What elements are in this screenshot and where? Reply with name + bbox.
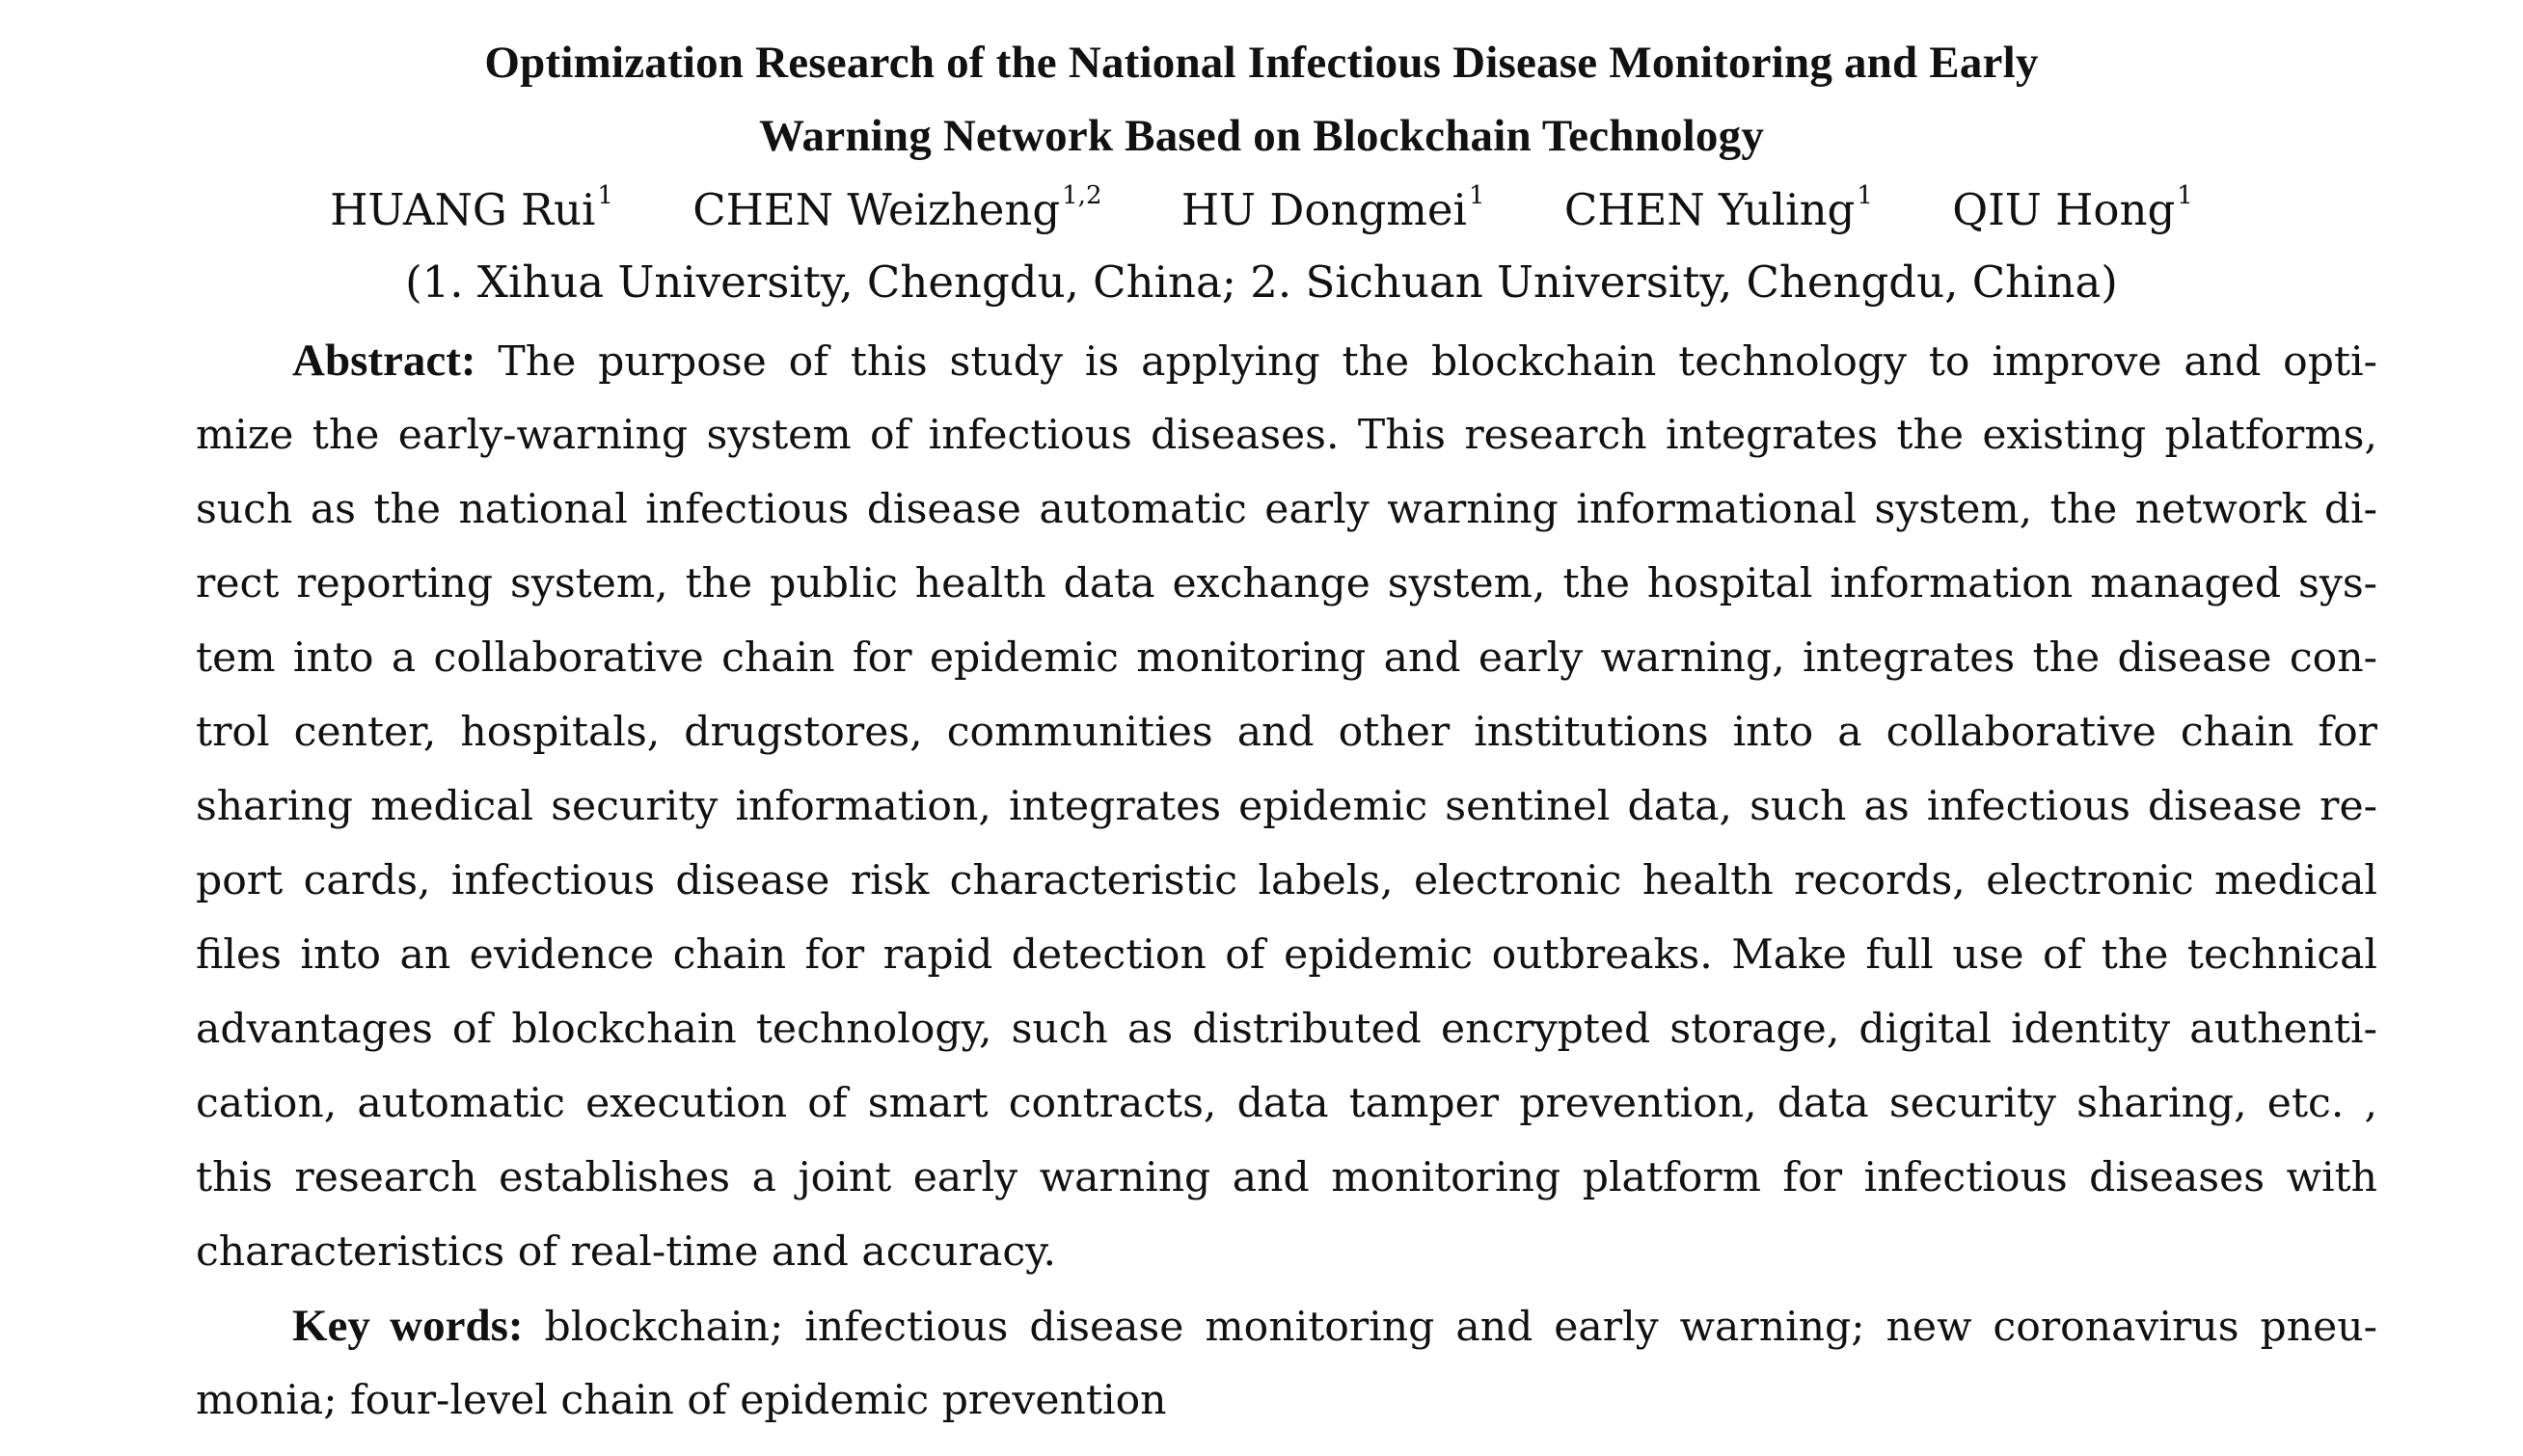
abstract-line: Abstract: The purpose of this study is applying the blockchain technology to improve and opti- bbox=[292, 336, 2377, 386]
abstract-line: trol center, hospitals, drugstores, communities and other institutions into a collaborative chain for bbox=[196, 709, 2377, 756]
author: CHEN Weizheng$^{1,2}$ bbox=[692, 181, 1102, 235]
abstract-line: mize the early-warning system of infectious diseases. This research integrates the existing platforms, bbox=[196, 412, 2377, 459]
author: HU Dongmei$^1$ bbox=[1180, 181, 1485, 235]
abstract-line: this research establishes a joint early warning and monitoring platform for infectious diseases with bbox=[196, 1154, 2377, 1201]
keywords-label: Key words: bbox=[292, 1301, 524, 1351]
abstract-line: rect reporting system, the public health data exchange system, the hospital information managed sys- bbox=[196, 560, 2377, 607]
abstract bbox=[196, 324, 2377, 1289]
abstract-line: advantages of blockchain technology, such as distributed encrypted storage, digital identity authenti- bbox=[196, 1006, 2377, 1053]
abstract-line: sharing medical security information, integrates epidemic sentinel data, such as infectious disease re- bbox=[196, 783, 2377, 830]
affiliations: (1. Xihua University, Chengdu, China; 2. Sichuan University, Chengdu, China) bbox=[405, 256, 2118, 308]
author: CHEN Yuling$^1$ bbox=[1563, 181, 1873, 235]
abstract-line: cation, automatic execution of smart contracts, data tamper prevention, data security sharing, etc. , bbox=[196, 1080, 2377, 1127]
paper-title-line-2: Warning Network Based on Blockchain Technology bbox=[758, 111, 1765, 161]
keywords bbox=[196, 1289, 2377, 1438]
abstract-line: such as the national infectious disease automatic early warning informational system, the network di- bbox=[196, 486, 2377, 533]
keywords-line: monia; four-level chain of epidemic prevention bbox=[196, 1377, 1167, 1424]
abstract-line: port cards, infectious disease risk characteristic labels, electronic health records, electronic medical bbox=[196, 857, 2377, 904]
abstract-line: files into an evidence chain for rapid detection of epidemic outbreaks. Make full use of the technical bbox=[196, 931, 2377, 979]
abstract-label: Abstract: bbox=[292, 336, 476, 386]
abstract-line: characteristics of real-time and accuracy. bbox=[196, 1228, 1057, 1276]
author-list bbox=[0, 181, 2523, 235]
paper-title-line-1: Optimization Research of the National Infectious Disease Monitoring and Early bbox=[484, 38, 2039, 88]
author: QIU Hong$^1$ bbox=[1952, 181, 2193, 235]
author: HUANG Rui$^1$ bbox=[330, 181, 613, 235]
keywords-line: Key words: blockchain; infectious disease monitoring and early warning; new coronavirus pneu- bbox=[292, 1301, 2377, 1351]
abstract-line: tem into a collaborative chain for epidemic monitoring and early warning, integrates the disease con- bbox=[196, 634, 2377, 682]
